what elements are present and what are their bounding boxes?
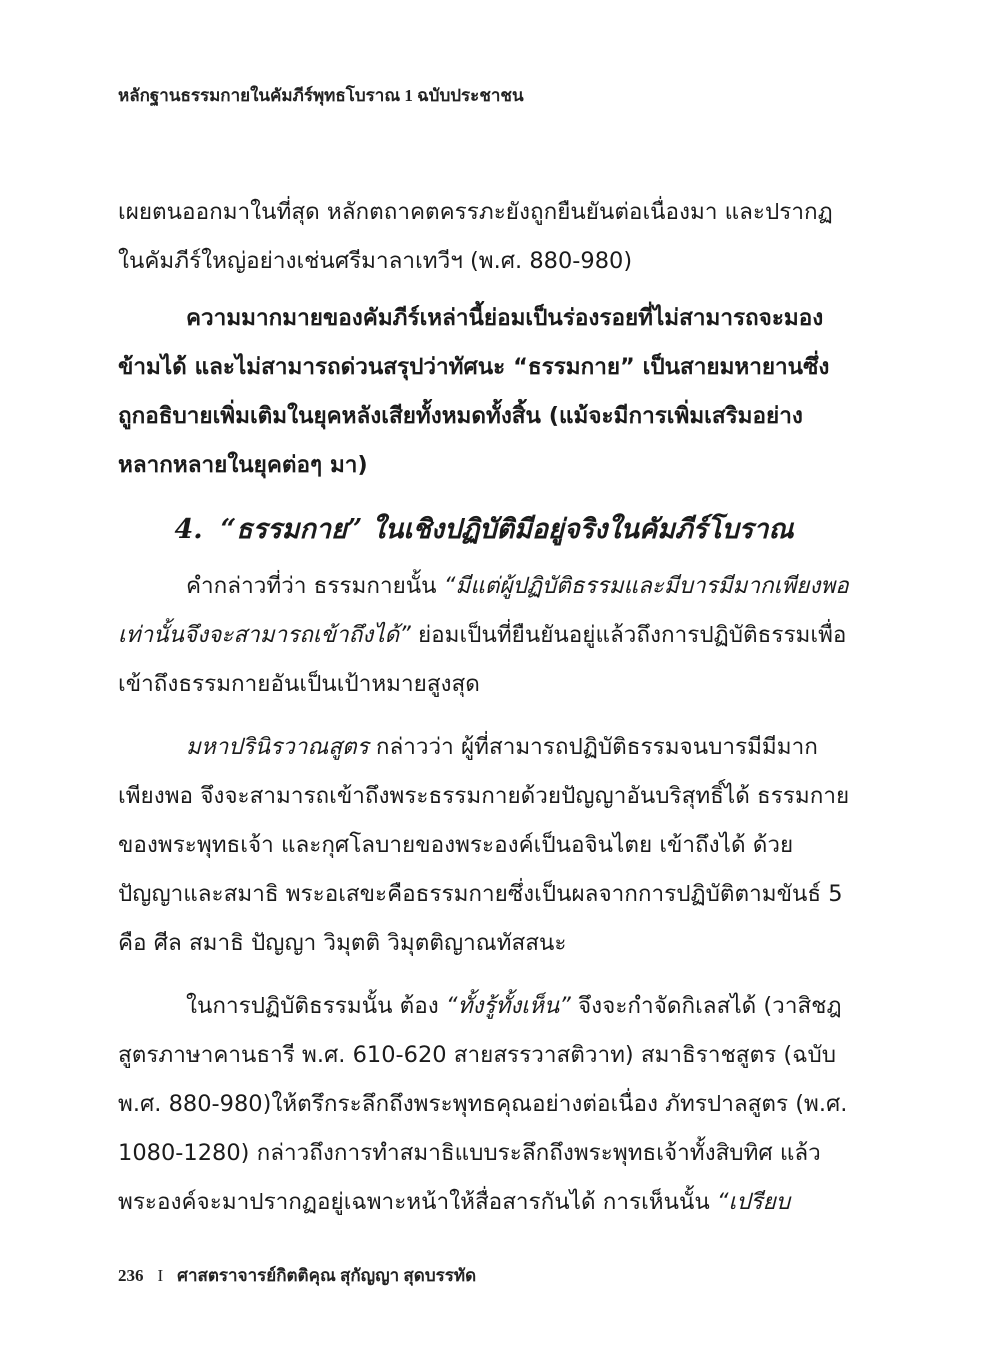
italic-quote-tail: “เปรียบ	[716, 1189, 791, 1215]
paragraph-continuation: เผยตนออกมาในที่สุด หลักตถาคตครรภะยังถูกยืนยันต่อเนื่องมา และปรากฏในคัมภีร์ใหญ่อย่างเช่นศรีมาลาเทวีฯ (พ.ศ. 880-980)	[118, 199, 833, 274]
page-number: 236	[118, 1266, 144, 1285]
page-body	[118, 188, 850, 1227]
text-run: คำกล่าวที่ว่า ธรรมกายนั้น	[186, 573, 444, 599]
sutra-title: มหาปรินิรวาณสูตร	[186, 734, 369, 760]
running-head: หลักฐานธรรมกายในคัมภีร์พุทธโบราณ 1 ฉบับประชาชน	[118, 86, 524, 105]
paragraph-bold-statement: ความมากมายของคัมภีร์เหล่านี้ย่อมเป็นร่องรอยที่ไม่สามารถจะมองข้ามได้ และไม่สามารถด่วนสรุปว่าทัศนะ “ธรรมกาย” เป็นสายมหายานซึ่งถูกอธิบายเพิ่มเติมในยุคหลังเสียทั้งหมดทั้งสิ้น (แม้จะมีการเพิ่มเสริมอย่างหลากหลายในยุคต่อๆ มา)	[118, 305, 830, 478]
italic-quote: “มีแต่ผู้ปฏิบัติธรรมและมีบารมีมากเพียงพอเท่านั้นจึงจะสามารถเข้าถึงได้”	[118, 573, 849, 648]
section-heading	[118, 504, 850, 556]
text-run: ย่อมเป็นที่ยืนยันอยู่แล้วถึงการปฏิบัติธรรมเพื่อเข้าถึงธรรมกายอันเป็นเป้าหมายสูงสุด	[118, 622, 847, 697]
footer-author: ศาสตราจารย์กิตติคุณ สุกัญญา สุดบรรทัด	[177, 1266, 477, 1285]
text-run: กล่าวว่า ผู้ที่สามารถปฏิบัติธรรมจนบารมีมีมากเพียงพอ จึงจะสามารถเข้าถึงพระธรรมกายด้วยปัญญาอันบริสุทธิ์ได้ ธรรมกายของพระพุทธเจ้า และกุศโลบายของพระองค์เป็นอจินไตย เข้าถึงได้ ด้วยปัญญาและสมาธิ พระอเสขะคือธรรมกายซึ่งเป็นผลจากการปฏิบัติตามขันธ์ 5 คือ ศีล สมาธิ ปัญญา วิมุตติ วิมุตติญาณทัสสนะ	[118, 734, 850, 956]
page-footer	[118, 1262, 476, 1289]
footer-separator: I	[157, 1266, 164, 1285]
text-run: ในการปฏิบัติธรรมนั้น ต้อง	[186, 993, 446, 1019]
section-number: 4.	[174, 514, 203, 545]
paragraph-quote-dhammakaya	[118, 562, 850, 709]
section-title: “ธรรมกาย” ในเชิงปฏิบัติมีอยู่จริงในคัมภีร์โบราณ	[220, 514, 794, 545]
text-run: จึงจะกำจัดกิเลสได้ (วาสิชฎสูตรภาษาคานธารี พ.ศ. 610-620 สายสรรวาสติวาท) สมาธิราชสูตร (ฉบับ พ.ศ. 880-980)ให้ตรึกระลึกถึงพระพุทธคุณอย่างต่อเนื่อง ภัทรปาลสูตร (พ.ศ. 1080-1280) กล่าวถึงการทำสมาธิแบบระลึกถึงพระพุทธเจ้าทั้งสิบทิศ แล้วพระองค์จะมาปรากฏอยู่เฉพาะหน้าให้สื่อสารกันได้ การเห็นนั้น	[118, 993, 848, 1215]
paragraph-practice	[118, 982, 850, 1227]
italic-quote: “ทั้งรู้ทั้งเห็น”	[445, 993, 571, 1019]
paragraph-mahaparinirvana	[118, 723, 850, 968]
